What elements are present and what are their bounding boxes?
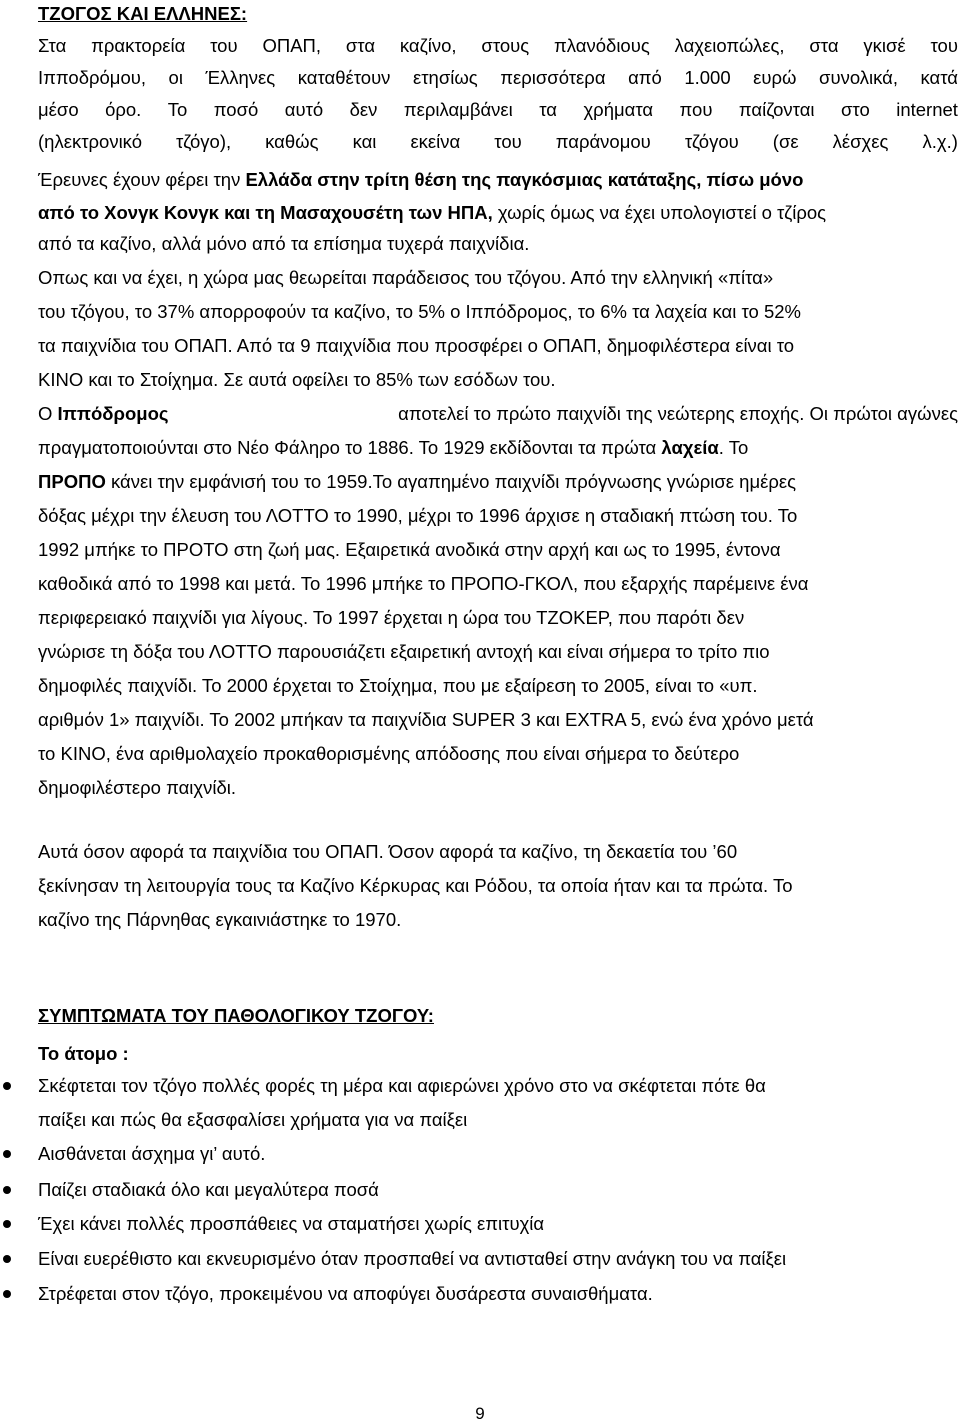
paragraph-line — [38, 436, 748, 460]
text-run: . Το — [718, 437, 749, 458]
justified-text — [38, 34, 958, 58]
list-item: Παίζει σταδιακά όλο και μεγαλύτερα ποσά — [38, 1179, 379, 1200]
word: internet — [896, 99, 958, 120]
word: από — [628, 67, 662, 88]
bold-text-run: Ελλάδα στην τρίτη θέση της παγκόσμιας κατάταξης, πίσω μόνο — [245, 169, 804, 190]
text-run: χωρίς όμως να έχει υπολογιστεί ο τζίρος — [492, 202, 827, 223]
section-heading-gambling-greeks: ΤΖΟΓΟΣ ΚΑΙ ΕΛΛΗΝΕΣ: — [38, 3, 248, 24]
word: τζόγο), — [176, 131, 232, 152]
paragraph-line — [38, 130, 958, 154]
paragraph-line — [38, 168, 803, 192]
paragraph-line: καζίνο της Πάρνηθας εγκαινιάστηκε το 1970. — [38, 909, 402, 930]
word: Έλληνες — [205, 67, 276, 88]
word: καζίνο, — [399, 35, 457, 56]
word: Στα — [38, 35, 67, 56]
bullet-icon — [3, 1220, 11, 1228]
paragraph-line: δημοφιλέστερο παιχνίδι. — [38, 777, 236, 798]
bold-text-run: από το Χονγκ Κονγκ και τη Μασαχουσέτη των ΗΠΑ, — [38, 202, 493, 223]
word: τζόγου — [684, 131, 739, 152]
word: πλανόδιους — [554, 35, 650, 56]
bold-text-run: ΠΡΟΠΟ — [38, 471, 106, 492]
word: (ηλεκτρονικό — [38, 131, 142, 152]
paragraph-line: καθοδικά από το 1998 και μετά. Το 1996 μπήκε το ΠΡΟΠΟ-ΓΚΟΛ, που εξαρχής παρέμεινε ένα — [38, 573, 809, 594]
section-heading-symptoms: ΣΥΜΠΤΩΜΑΤΑ ΤΟΥ ΠΑΘΟΛΟΓΙΚΟΥ ΤΖΟΓΟΥ: — [38, 1005, 434, 1026]
subheading-person: Το άτομο : — [38, 1043, 129, 1064]
word: οι — [168, 67, 183, 88]
word: περιλαμβάνει — [403, 99, 513, 120]
word: χρήματα — [583, 99, 654, 120]
paragraph-line: από τα καζίνο, αλλά μόνο από τα επίσημα τυχερά παιχνίδια. — [38, 233, 530, 254]
word: γκισέ — [863, 35, 906, 56]
word: δεν — [349, 99, 378, 120]
paragraph-line: περιφερειακό παιχνίδι για λίγους. Το 1997 έρχεται η ώρα του ΤΖΟΚΕΡ, που παρότι δεν — [38, 607, 745, 628]
justified-text — [38, 402, 958, 426]
paragraph-line — [38, 201, 826, 225]
word: ΟΠΑΠ, — [262, 35, 322, 56]
word: κατά — [920, 67, 958, 88]
list-item-continuation: παίξει και πώς θα εξασφαλίσει χρήματα για να παίξει — [38, 1109, 468, 1130]
word: στα — [345, 35, 376, 56]
bold-text-run: Ιππόδρομος — [57, 403, 169, 424]
word: αυτό — [284, 99, 324, 120]
text-run: κάνει την εμφάνισή του το 1959.Το αγαπημένο παιχνίδι πρόγνωσης γνώρισε ημέρες — [105, 471, 797, 492]
word: Το — [167, 99, 188, 120]
list-item: Αισθάνεται άσχημα γι’ αυτό. — [38, 1143, 266, 1164]
bullet-icon — [3, 1150, 11, 1158]
paragraph-line: δόξας μέχρι την έλευση του ΛΟΤΤΟ το 1990, μέχρι το 1996 άρχισε η σταδιακή πτώση του. Το — [38, 505, 798, 526]
word: περισσότερα — [500, 67, 606, 88]
word: ευρώ — [753, 67, 797, 88]
paragraph-line — [38, 402, 958, 426]
word: καταθέτουν — [297, 67, 391, 88]
justified-text — [38, 130, 958, 154]
paragraph-line: Αυτά όσον αφορά τα παιχνίδια του ΟΠΑΠ. Όσον αφορά τα καζίνο, τη δεκαετία του ’60 — [38, 841, 738, 862]
text-run: Έρευνες έχουν φέρει την — [38, 169, 246, 190]
paragraph-line: ΚΙΝΟ και το Στοίχημα. Σε αυτά οφείλει το 85% των εσόδων του. — [38, 369, 556, 390]
word: 1.000 — [684, 67, 731, 88]
text-run: αποτελεί το πρώτο παιχνίδι της νεώτερης εποχής. Οι πρώτοι αγώνες — [398, 403, 958, 424]
word: καθώς — [265, 131, 319, 152]
bullet-icon — [3, 1255, 11, 1263]
list-item: Είναι ευερέθιστο και εκνευρισμένο όταν προσπαθεί να αντισταθεί στην ανάγκη του να παίξει — [38, 1248, 787, 1269]
word: Ιπποδρόμου, — [38, 67, 147, 88]
list-item: Στρέφεται στον τζόγο, προκειμένου να αποφύγει δυσάρεστα συναισθήματα. — [38, 1283, 653, 1304]
word: που — [679, 99, 713, 120]
word: λ.χ.) — [922, 131, 958, 152]
word: εκείνα — [410, 131, 461, 152]
paragraph-line: γνώρισε τη δόξα του ΛΟΤΤΟ παρουσιάζετι εξαιρετική αντοχή και είναι σήμερα το τρίτο πιο — [38, 641, 770, 662]
bullet-icon — [3, 1082, 11, 1090]
word: του — [930, 35, 958, 56]
justified-text — [38, 66, 958, 90]
paragraph-line: τα παιχνίδια του ΟΠΑΠ. Από τα 9 παιχνίδια που προσφέρει ο ΟΠΑΠ, δημοφιλέστερα είναι το — [38, 335, 795, 356]
bullet-icon — [3, 1290, 11, 1298]
word: ετησίως — [412, 67, 478, 88]
paragraph-line — [38, 470, 796, 494]
word: του — [210, 35, 238, 56]
word: στα — [809, 35, 839, 56]
paragraph-line — [38, 66, 958, 90]
word: πρακτορεία — [91, 35, 186, 56]
word: λαχειοπώλες, — [674, 35, 785, 56]
paragraph-line — [38, 34, 958, 58]
paragraph-line — [38, 98, 958, 122]
justified-text — [38, 98, 958, 122]
word: τα — [539, 99, 557, 120]
paragraph-line: το ΚΙΝΟ, ένα αριθμολαχείο προκαθορισμένης απόδοσης που είναι σήμερα το δεύτερο — [38, 743, 740, 764]
bold-text-run: λαχεία — [661, 437, 719, 458]
word: μέσο — [38, 99, 79, 120]
paragraph-line: αριθμόν 1» παιχνίδι. Το 2002 μπήκαν τα παιχνίδια SUPER 3 και EXTRA 5, ενώ ένα χρόνο μετά — [38, 709, 814, 730]
word: στο — [840, 99, 870, 120]
word: στους — [481, 35, 530, 56]
paragraph-line: ξεκίνησαν τη λειτουργία τους τα Καζίνο Κέρκυρας και Ρόδου, τα οποία ήταν και τα πρώτα. Το — [38, 875, 793, 896]
word: παίζονται — [738, 99, 815, 120]
word: λέσχες — [832, 131, 889, 152]
paragraph-line: του τζόγου, το 37% απορροφούν τα καζίνο, το 5% ο Ιππόδρομος, το 6% τα λαχεία και το 52% — [38, 301, 801, 322]
word: και — [352, 131, 377, 152]
paragraph-line: 1992 μπήκε το ΠΡΟΤΟ στη ζωή μας. Εξαιρετικά ανοδικά στην αρχή και ως το 1995, έντονα — [38, 539, 781, 560]
page-number: 9 — [475, 1404, 485, 1423]
word: παράνομου — [555, 131, 651, 152]
bullet-icon — [3, 1186, 11, 1194]
word: του — [494, 131, 522, 152]
paragraph-line: Οπως και να έχει, η χώρα μας θεωρείται παράδεισος του τζόγου. Από την ελληνική «πίτα» — [38, 267, 774, 288]
paragraph-line: δημοφιλές παιχνίδι. Το 2000 έρχεται το Στοίχημα, που με εξαίρεση το 2005, είναι το «υπ. — [38, 675, 758, 696]
word: όρο. — [105, 99, 142, 120]
word: ποσό — [213, 99, 259, 120]
list-item: Έχει κάνει πολλές προσπάθειες να σταματήσει χωρίς επιτυχία — [38, 1213, 545, 1234]
word: (σε — [772, 131, 799, 152]
list-item: Σκέφτεται τον τζόγο πολλές φορές τη μέρα και αφιερώνει χρόνο στο να σκέφτεται πότε θα — [38, 1075, 766, 1096]
text-run: πραγματοποιούνται στο Νέο Φάληρο το 1886. Το 1929 εκδίδονται τα πρώτα — [38, 437, 662, 458]
word: συνολικά, — [819, 67, 898, 88]
text-run: Ο — [38, 403, 58, 424]
